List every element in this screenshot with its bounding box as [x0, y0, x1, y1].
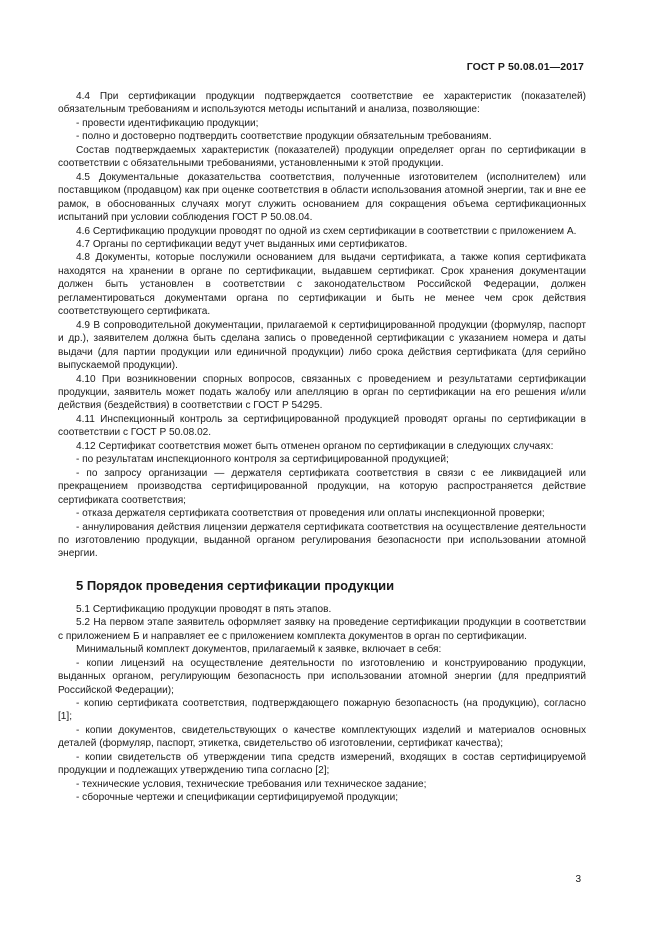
list-item: - технические условия, технические требования или техническое задание; — [76, 778, 427, 790]
paragraph: Минимальный комплект документов, прилагаемый к заявке, включает в себя: — [76, 644, 442, 656]
list-item: - отказа держателя сертификата соответствия от проведения или оплаты инспекционной проверки; — [76, 508, 545, 520]
paragraph: 4.11 Инспекционный контроль за сертифицированной продукцией проводят органы по сертификации в соответствии с ГОСТ Р 50.08.02. — [58, 413, 586, 439]
list-item: - сборочные чертежи и спецификации сертифицируемой продукции; — [76, 792, 399, 804]
list-item: - копии документов, свидетельствующих о качестве комплектующих изделий и материалов основных деталей (формуляр, паспорт, этикетка, свидетельство об изготовлении, сертификат качества); — [58, 724, 586, 750]
page-number: 3 — [575, 874, 581, 885]
list-item: - копии лицензий на осуществление деятельности по изготовлению и конструированию продукции, выданных органом, регулирующим безопасность при использовании атомной энергии (для предприятий Российской Федерации); — [58, 657, 586, 696]
list-item: - аннулирования действия лицензии держателя сертификата соответствия на осуществление деятельности по изготовлению продукции, выданной органом регулирования безопасности при использовании атомной энергии. — [58, 521, 586, 560]
list-item: - копии свидетельств об утверждении типа средств измерений, входящих в состав сертифицируемой продукции и подлежащих утверждению типа согласно [2]; — [58, 751, 586, 777]
list-item: - полно и достоверно подтвердить соответствие продукции обязательным требованиям. — [76, 131, 492, 143]
document-code-header: ГОСТ Р 50.08.01—2017 — [466, 61, 584, 73]
paragraph: 4.4 При сертификации продукции подтверждается соответствие ее характеристик (показателей) обязательным требованиям и используются методы испытаний и анализа, позволяющие: — [58, 91, 586, 116]
list-item: - по результатам инспекционного контроля за сертифицированной продукцией; — [76, 454, 449, 466]
paragraph: 5.1 Сертификацию продукции проводят в пять этапов. — [76, 603, 332, 615]
paragraph: 4.9 В сопроводительной документации, прилагаемой к сертифицированной продукции (формуляр, паспорт и др.), заявителем должна быть сделана запись о проведенной сертификации с указанием номера и даты выдачи (для партии продукции или единичной продукции) либо срока действия сертификата (для серийно выпускаемой продукции). — [58, 319, 586, 372]
list-item: - по запросу организации — держателя сертификата соответствия в связи с ее ликвидацией или прекращением производства сертифицированной продукции, на которую распространяется действие сертификата соответствия; — [58, 467, 586, 506]
paragraph: Состав подтверждаемых характеристик (показателей) продукции определяет орган по сертификации в соответствии с обязательными требованиями, установленными к этой продукции. — [58, 144, 586, 170]
paragraph: 4.5 Документальные доказательства соответствия, полученные изготовителем (исполнителем) или поставщиком (продавцом) как при оценке соответствия в области использования атомной энергии, так и вне ее рамок, в обоснованных случаях могут служить основанием для сокращения объема сертификационных испытаний при условии соблюдения ГОСТ Р 50.08.04. — [58, 171, 586, 224]
list-item: - провести идентификацию продукции; — [76, 117, 259, 129]
section-title: 5 Порядок проведения сертификации продукции — [76, 577, 395, 593]
list-item: - копию сертификата соответствия, подтверждающего пожарную безопасность (на продукцию), согласно [1]; — [58, 698, 586, 723]
paragraph: 4.12 Сертификат соответствия может быть отменен органом по сертификации в следующих случаях: — [76, 440, 554, 452]
document-body — [58, 90, 586, 805]
paragraph: 4.6 Сертификацию продукции проводят по одной из схем сертификации в соответствии с приложением А. — [76, 225, 577, 237]
paragraph: 4.8 Документы, которые послужили основанием для выдачи сертификата, а также копия сертификата находятся на хранении в органе по сертификации, выдавшем сертификат. Срок хранения документации должен быть установлен в соответствии с законодательством Российской Федерации, должен регламентироваться документами органа по сертификации и быть не менее чем срок действия соответствующего сертификата. — [58, 252, 586, 318]
paragraph: 5.2 На первом этапе заявитель оформляет заявку на проведение сертификации продукции в соответствии с приложением Б и направляет ее с приложением комплекта документов в орган по сертификации. — [58, 617, 586, 642]
paragraph: 4.10 При возникновении спорных вопросов, связанных с проведением и результатами сертификации продукции, заявитель может подать жалобу или апелляцию в орган по сертификации на его решения и/или действия (бездействия) в соответствии с ГОСТ Р 54295. — [58, 373, 586, 412]
paragraph: 4.7 Органы по сертификации ведут учет выданных ими сертификатов. — [76, 238, 408, 250]
